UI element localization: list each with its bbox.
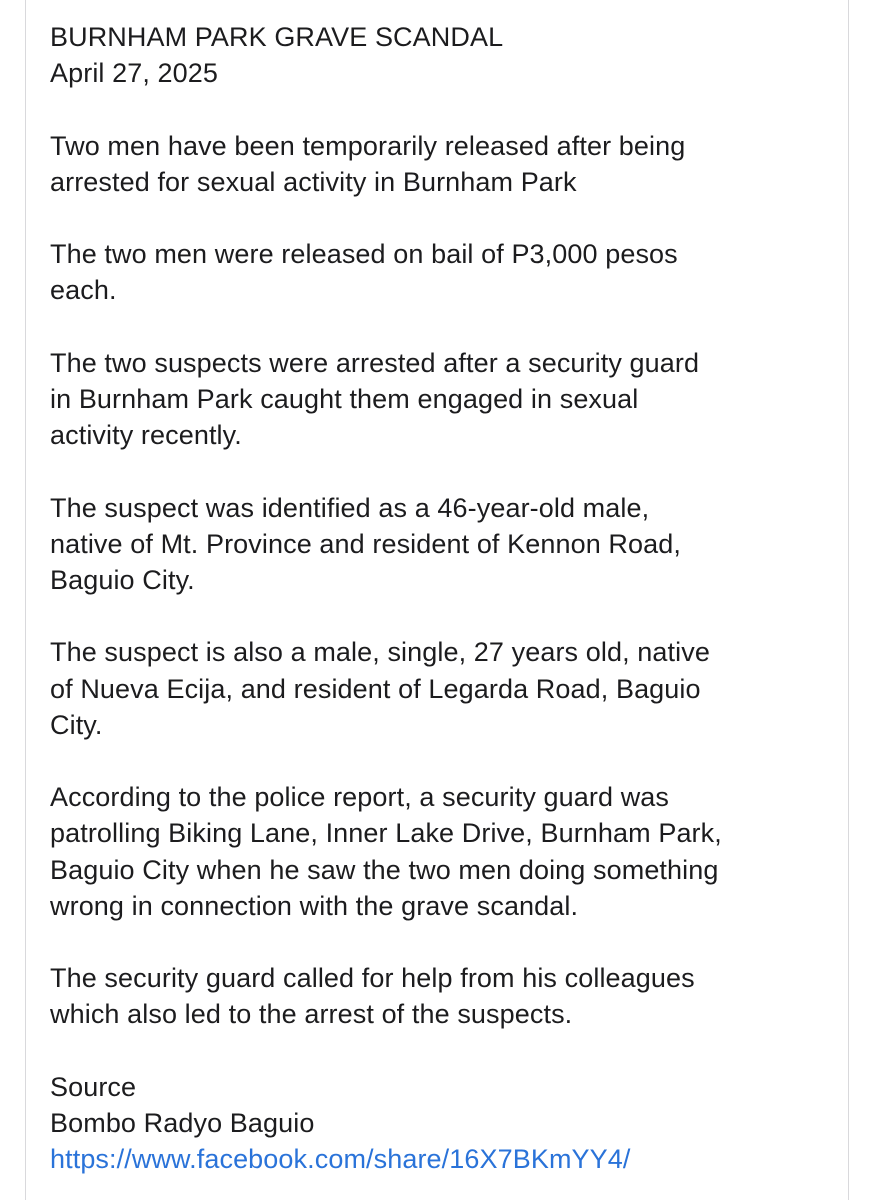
paragraph-line: The two suspects were arrested after a security guard: [50, 347, 700, 378]
paragraph-line: Two men have been temporarily released after being: [50, 130, 686, 161]
paragraph-line: each.: [50, 275, 117, 306]
paragraph-line: City.: [50, 709, 103, 740]
header-block: [50, 19, 830, 91]
paragraph-line: The security guard called for help from his colleagues: [50, 963, 695, 994]
paragraph-line: which also led to the arrest of the suspects.: [50, 999, 573, 1030]
source-link[interactable]: https://www.facebook.com/share/16X7BKmYY4/: [50, 1144, 631, 1175]
paragraph-line: activity recently.: [50, 420, 242, 451]
paragraph-line: According to the police report, a security guard was: [50, 782, 670, 813]
paragraph-line: patrolling Biking Lane, Inner Lake Drive, Burnham Park,: [50, 818, 722, 849]
paragraph-1: [50, 128, 830, 200]
paragraph-4: [50, 490, 830, 599]
paragraph-line: Baguio City.: [50, 564, 195, 595]
source-block: [50, 1069, 830, 1178]
paragraph-line: The two men were released on bail of P3,000 pesos: [50, 239, 678, 270]
paragraph-7: [50, 960, 830, 1032]
paragraph-line: The suspect was identified as a 46-year-old male,: [50, 492, 650, 523]
article-title: BURNHAM PARK GRAVE SCANDAL: [50, 22, 504, 52]
paragraph-line: wrong in connection with the grave scandal.: [50, 890, 579, 921]
paragraph-line: The suspect is also a male, single, 27 years old, native: [50, 637, 710, 668]
paragraph-line: Baguio City when he saw the two men doing something: [50, 854, 719, 885]
paragraph-line: of Nueva Ecija, and resident of Legarda Road, Baguio: [50, 673, 701, 704]
article-date: April 27, 2025: [50, 58, 219, 89]
paragraph-2: [50, 236, 830, 308]
paragraph-line: arrested for sexual activity in Burnham Park: [50, 166, 577, 197]
paragraph-3: [50, 345, 830, 454]
note-body: [50, 19, 830, 1177]
paragraph-5: [50, 634, 830, 743]
paragraph-6: [50, 779, 830, 924]
paragraph-line: in Burnham Park caught them engaged in sexual: [50, 383, 639, 414]
source-label: Source: [50, 1071, 137, 1102]
paragraph-line: native of Mt. Province and resident of Kennon Road,: [50, 528, 681, 559]
source-name: Bombo Radyo Baguio: [50, 1107, 315, 1138]
